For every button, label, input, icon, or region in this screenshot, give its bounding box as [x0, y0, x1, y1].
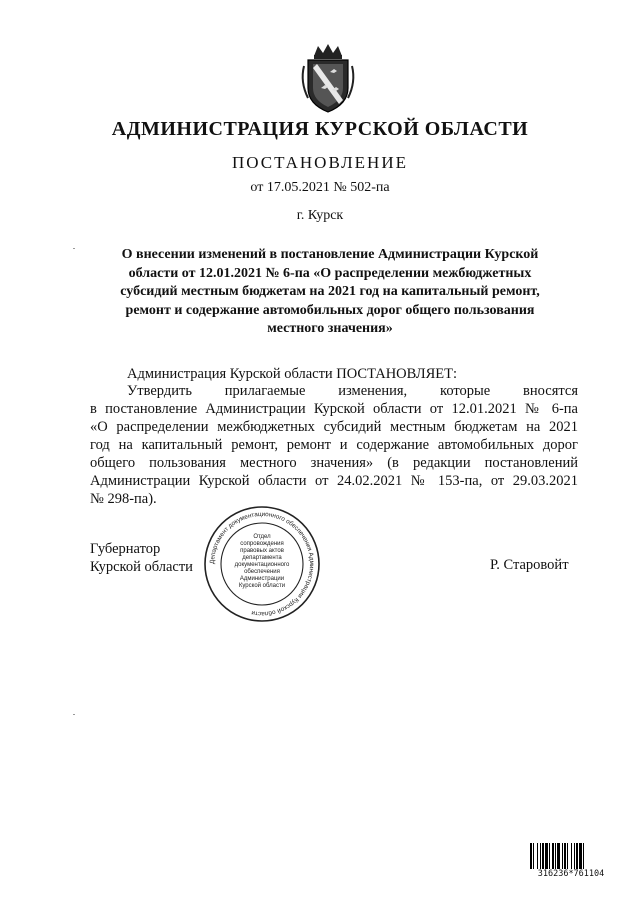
stamp-inner-line: правовых актов: [240, 548, 284, 554]
stamp-outer-text-path: Департамент документационного обеспечения Администрации Курской области: [208, 510, 316, 618]
body-line: общего пользования местного значения» (в редакции постановлений: [90, 455, 578, 471]
body-line: № 298-па).: [90, 491, 157, 507]
body-line: Администрации Курской области от 24.02.2021 № 153-па, от 29.03.2021: [90, 473, 578, 489]
preamble: Администрация Курской области ПОСТАНОВЛЯЕТ:: [127, 366, 458, 382]
body-line: Утвердить прилагаемые изменения, которые вносятся: [127, 383, 578, 399]
coat-of-arms-icon: [296, 42, 360, 114]
signatory-name: Р. Старовойт: [490, 557, 569, 573]
stamp-inner-line: обеспечения: [244, 569, 280, 575]
stamp-inner-line: Администрации: [239, 576, 285, 582]
barcode-number: 316236*761104: [527, 869, 615, 879]
document-subject: О внесении изменений в постановление Администрации Курской области от 12.01.2021 № 6-па «О распределении межбюджетных субсидий местным бюджетам на 2021 год на капитальный ремонт, ремонт и содержание автомобильных дорог общего пользования местного значения»: [120, 247, 540, 336]
stamp-inner-line: Курской области: [238, 583, 286, 589]
body-line: в постановление Администрации Курской области от 12.01.2021 № 6-па: [90, 401, 578, 417]
stamp-inner-line: сопровождения: [240, 541, 284, 547]
margin-mark: [73, 248, 75, 249]
document-date-number: от 17.05.2021 № 502-па: [250, 180, 390, 195]
margin-mark: [73, 714, 75, 715]
official-stamp: [202, 504, 322, 624]
document-type: ПОСТАНОВЛЕНИЕ: [231, 153, 408, 172]
body-line: «О распределении межбюджетных субсидий местным бюджетам на 2021: [90, 419, 578, 435]
document-city: г. Курск: [296, 208, 344, 223]
body-line: год на капитальный ремонт, ремонт и содержание автомобильных дорог: [90, 437, 578, 453]
stamp-inner-line: документационного: [234, 562, 290, 568]
signatory-title-line: Курской области: [90, 559, 193, 575]
stamp-inner-line: Отдел: [253, 534, 271, 540]
stamp-inner-line: департамента: [242, 555, 282, 561]
signatory-title-line: Губернатор: [90, 541, 161, 557]
organization-title: АДМИНИСТРАЦИЯ КУРСКОЙ ОБЛАСТИ: [111, 118, 529, 140]
signatory-title: [90, 540, 193, 576]
